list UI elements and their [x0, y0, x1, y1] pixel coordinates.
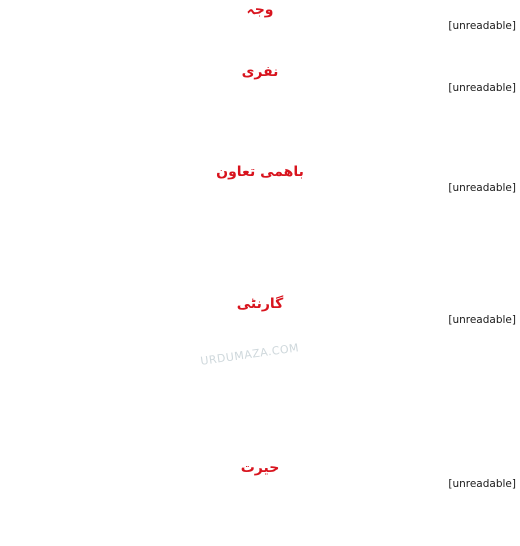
section-heading: حیرت: [240, 460, 280, 476]
document-page: [4, 2, 516, 544]
section-guarantee: [4, 296, 516, 460]
section-bahami-taawun: [4, 164, 516, 296]
section-paragraph: [unreadable]: [448, 20, 516, 32]
section-heading: وجہ: [246, 2, 274, 18]
section-paragraph: [unreadable]: [448, 478, 516, 490]
watermark: URDUMAZA.COM: [199, 341, 300, 368]
section-heading: گارنٹی: [236, 296, 284, 312]
section-heading: باهمی تعاون: [216, 164, 304, 180]
section-paragraph: [unreadable]: [448, 82, 516, 94]
section-wajah: [4, 2, 516, 64]
section-paragraph: [unreadable]: [448, 182, 516, 194]
section-heading: نفری: [241, 64, 279, 80]
section-paragraph: [unreadable]: [448, 314, 516, 326]
section-hairat: [4, 460, 516, 544]
section-nafri: [4, 64, 516, 164]
